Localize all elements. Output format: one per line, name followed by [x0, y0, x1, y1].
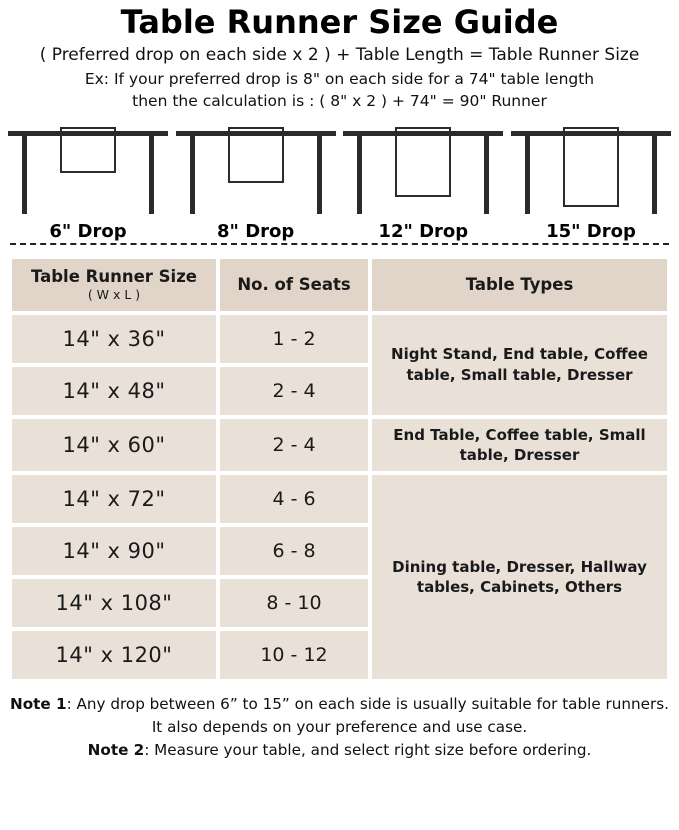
table-leg-left: [525, 136, 530, 214]
size-table: [8, 255, 671, 684]
drop-label-8in: 8" Drop: [217, 220, 295, 242]
cell-seats: 2 - 4: [220, 367, 368, 415]
header-size: [12, 259, 216, 311]
cell-size: 14" x 48": [12, 367, 216, 415]
cell-size: 14" x 72": [12, 475, 216, 523]
table-top: [511, 131, 671, 136]
table-top: [8, 131, 168, 136]
cell-size: 14" x 36": [12, 315, 216, 363]
note-1-text: : Any drop between 6” to 15” on each side is usually suitable for table runners. It also depends on your preference and use case.: [66, 695, 669, 737]
cell-types: Night Stand, End table, Coffee table, Small table, Dresser: [372, 315, 667, 415]
header-size-sublabel: ( W x L ): [87, 287, 141, 303]
runner-shape: [395, 127, 451, 197]
table-leg-right: [652, 136, 657, 214]
note-2-text: : Measure your table, and select right size before ordering.: [144, 740, 592, 759]
table-top: [343, 131, 503, 136]
header-size-label: Table Runner Size: [30, 267, 197, 287]
drop-diagram: [8, 119, 671, 242]
notes-block: [8, 693, 671, 761]
example-line-1: Ex: If your preferred drop is 8" on each side for a 74" table length: [84, 69, 595, 88]
table-leg-right: [149, 136, 154, 214]
table-row: [12, 475, 667, 523]
cell-seats: 1 - 2: [220, 315, 368, 363]
cell-seats: 6 - 8: [220, 527, 368, 575]
drop-label-15in: 15" Drop: [546, 220, 636, 242]
cell-seats: 4 - 6: [220, 475, 368, 523]
cell-seats: 10 - 12: [220, 631, 368, 679]
table-leg-left: [190, 136, 195, 214]
drop-label-6in: 6" Drop: [49, 220, 127, 242]
example-line-2: then the calculation is : ( 8" x 2 ) + 74" = 90" Runner: [132, 92, 547, 111]
table-leg-right: [317, 136, 322, 214]
page-title: Table Runner Size Guide: [120, 3, 559, 41]
drop-label-12in: 12" Drop: [378, 220, 469, 242]
header-seats: No. of Seats: [220, 259, 368, 311]
cell-types: End Table, Coffee table, Small table, Dresser: [372, 419, 667, 472]
table-figure-12in: [343, 119, 503, 219]
runner-shape: [563, 127, 619, 207]
note-2-label: Note 2: [87, 740, 145, 759]
table-row: [12, 315, 667, 363]
size-guide-page: [0, 4, 679, 830]
header-types: Table Types: [372, 259, 667, 311]
cell-seats: 8 - 10: [220, 579, 368, 627]
dashed-divider: [10, 243, 669, 245]
cell-size: 14" x 108": [12, 579, 216, 627]
note-1: [8, 693, 671, 739]
table-leg-left: [22, 136, 27, 214]
table-figure-6in: [8, 119, 168, 219]
table-row: [12, 419, 667, 472]
drop-figures: [8, 119, 671, 219]
example-block: [8, 68, 671, 113]
note-1-label: Note 1: [10, 695, 67, 714]
cell-size: 14" x 120": [12, 631, 216, 679]
table-figure-15in: [511, 119, 671, 219]
table-header-row: [12, 259, 667, 311]
cell-types: Dining table, Dresser, Hallway tables, Cabinets, Others: [372, 475, 667, 679]
cell-size: 14" x 60": [12, 419, 216, 472]
formula-line: ( Preferred drop on each side x 2 ) + Table Length = Table Runner Size: [39, 44, 640, 65]
table-leg-left: [357, 136, 362, 214]
cell-seats: 2 - 4: [220, 419, 368, 472]
table-leg-right: [484, 136, 489, 214]
note-2: [8, 739, 671, 762]
table-figure-8in: [176, 119, 336, 219]
cell-size: 14" x 90": [12, 527, 216, 575]
table-top: [176, 131, 336, 136]
drop-labels: [8, 221, 671, 242]
